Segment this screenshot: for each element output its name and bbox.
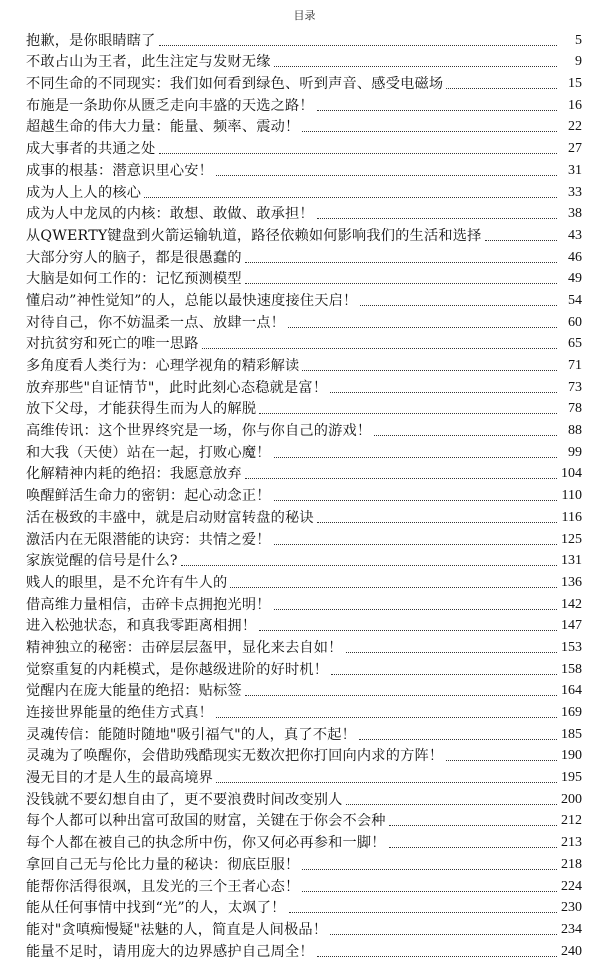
toc-page-number: 65 [568,336,582,352]
toc-entry-title: 放弃那些"自证情节"，此时此刻心态稳就是富！ [26,379,328,396]
toc-entry-title: 高维传讯：这个世界终究是一场，你与你自己的游戏！ [26,423,372,440]
toc-entry-title: 大脑是如何工作的：记忆预测模型 [26,271,242,288]
toc-entry[interactable] [26,918,582,940]
toc-entry[interactable] [26,680,582,702]
toc-dot-leader [216,174,557,176]
toc-entry[interactable] [26,289,582,311]
toc-page-number: 195 [561,770,582,786]
toc-entry[interactable] [26,788,582,810]
toc-dot-leader [181,564,557,566]
toc-entry[interactable] [26,723,582,745]
toc-dot-leader [259,629,557,631]
toc-page-number: 38 [568,206,582,222]
toc-dot-leader [330,391,557,393]
toc-entry[interactable] [26,203,582,225]
toc-entry[interactable] [26,246,582,268]
toc-dot-leader [245,477,557,479]
toc-entry[interactable] [26,51,582,73]
toc-page-number: 5 [575,32,582,48]
toc-page-number: 158 [561,661,582,677]
toc-dot-leader [302,868,557,870]
toc-dot-leader [302,369,557,371]
toc-entry-title: 对抗贫穷和死亡的唯一思路 [26,336,199,353]
toc-entry[interactable] [26,593,582,615]
toc-entry[interactable] [26,615,582,637]
toc-entry-title: 灵魂传信：能随时随地"吸引福气"的人，真了不起！ [26,726,356,743]
toc-dot-leader [274,543,557,545]
toc-entry[interactable] [26,398,582,420]
toc-page-number: 200 [561,791,582,807]
toc-entry[interactable] [26,940,582,962]
toc-entry-title: 成事的根基：潜意识里心安！ [26,162,214,179]
toc-dot-leader [446,87,557,89]
toc-page-number: 22 [568,119,582,135]
toc-page-number: 213 [561,835,582,851]
toc-entry[interactable] [26,463,582,485]
toc-entry-title: 能帮你活得很飒，且发光的三个王者心态！ [26,878,300,895]
toc-entry-title: 觉察重复的内耗模式，是你越级进阶的好时机！ [26,661,329,678]
toc-entry[interactable] [26,94,582,116]
toc-page-number: 46 [568,249,582,265]
toc-page-number: 104 [561,466,582,482]
toc-page-number: 16 [568,97,582,113]
toc-entry-title: 不敢占山为王者，此生注定与发财无缘 [26,54,271,71]
toc-entry[interactable] [26,571,582,593]
toc-entry[interactable] [26,181,582,203]
toc-entry-title: 能量不足时，请用庞大的边界感护自己周全！ [26,943,314,960]
toc-dot-leader [346,651,557,653]
toc-page-number: 218 [561,856,582,872]
toc-dot-leader [144,196,557,198]
toc-page-number: 71 [568,358,582,373]
toc-dot-leader [317,955,557,957]
toc-dot-leader [245,694,557,696]
toc-list [26,29,582,962]
toc-entry-title: 每个人都可以种出富可敌国的财富，关键在于你会不会种 [26,813,386,830]
toc-dot-leader [259,412,557,414]
toc-heading: 目录 [293,9,316,22]
toc-page-number: 240 [561,943,582,959]
toc-entry-title: 放下父母，才能获得生而为人的解脱 [26,401,257,418]
toc-page-number: 131 [561,553,582,569]
toc-page-number: 31 [568,162,582,178]
toc-entry-title: 能从任何事情中找到“光”的人，太飒了！ [26,900,286,917]
toc-dot-leader [289,911,558,913]
toc-page-number: 147 [561,618,582,634]
toc-page-number: 169 [561,705,582,720]
toc-entry-title: 从QWERTY键盘到火箭运输轨道，路径依赖如何影响我们的生活和选择 [26,227,482,244]
toc-page-number: 125 [561,531,582,547]
toc-entry[interactable] [26,701,582,723]
toc-page-number: 185 [561,726,582,742]
toc-entry-title: 不同生命的不同现实：我们如何看到绿色、听到声音、感受电磁场 [26,76,444,93]
toc-page-number: 116 [561,509,582,525]
toc-entry[interactable] [26,333,582,355]
toc-entry[interactable] [26,897,582,919]
toc-dot-leader [230,586,557,588]
toc-entry[interactable] [26,636,582,658]
toc-entry[interactable] [26,550,582,572]
toc-page-number: 54 [568,292,582,308]
toc-page-number: 142 [561,596,582,612]
toc-entry-title: 超越生命的伟大力量：能量、频率、震动！ [26,119,300,136]
toc-entry-title: 唤醒鲜活生命力的密钥：起心动念正！ [26,488,271,505]
toc-entry-title: 对待自己，你不妨温柔一点、放肆一点！ [26,314,285,331]
toc-entry-title: 抱歉，是你眼睛瞎了 [26,32,156,49]
toc-dot-leader [216,716,557,718]
toc-entry[interactable] [26,484,582,506]
toc-dot-leader [317,109,557,111]
toc-entry[interactable] [26,376,582,398]
toc-dot-leader [288,326,557,328]
toc-dot-leader [216,781,557,783]
toc-page-number: 234 [561,921,582,937]
toc-page-number: 78 [568,401,582,417]
toc-dot-leader [446,759,557,761]
toc-entry-title: 激活内在无限潜能的诀窍：共情之爱！ [26,531,271,548]
toc-entry[interactable] [26,29,582,51]
toc-entry[interactable] [26,766,582,788]
toc-dot-leader [202,347,557,349]
toc-entry[interactable] [26,268,582,290]
toc-entry[interactable] [26,159,582,181]
toc-dot-leader [159,152,558,154]
toc-dot-leader [302,130,557,132]
toc-dot-leader [389,846,557,848]
toc-entry-title: 家族觉醒的信号是什么? [26,553,178,570]
toc-entry-title: 进入松弛状态，和真我零距离相拥！ [26,618,257,635]
toc-dot-leader [331,673,557,675]
toc-entry-title: 精神独立的秘密：击碎层层盔甲，显化来去自如！ [26,639,343,656]
toc-entry-title: 活在极致的丰盛中，就是启动财富转盘的秘诀 [26,509,314,526]
toc-entry-title: 贱人的眼里，是不允许有牛人的 [26,574,228,591]
toc-page-number: 190 [561,748,582,764]
toc-entry-title: 没钱就不要幻想自由了，更不要浪费时间改变别人 [26,791,343,808]
toc-dot-leader [274,65,557,67]
toc-entry[interactable] [26,137,582,159]
toc-entry-title: 觉醒内在庞大能量的绝招：贴标签 [26,683,242,700]
toc-entry[interactable] [26,528,582,550]
toc-dot-leader [485,239,558,241]
toc-page-number: 33 [568,184,582,200]
toc-page-number: 27 [568,141,582,157]
toc-page-number: 110 [561,488,582,504]
toc-entry-title: 布施是一条助你从匮乏走向丰盛的天选之路！ [26,97,314,114]
toc-dot-leader [159,44,558,46]
toc-dot-leader [274,608,557,610]
toc-entry[interactable] [26,875,582,897]
toc-page-number: 73 [568,379,582,395]
toc-page-number: 224 [561,878,582,894]
toc-entry[interactable] [26,224,582,246]
toc-entry[interactable] [26,116,582,138]
toc-dot-leader [317,217,557,219]
toc-page-number: 49 [568,271,582,287]
toc-entry-title: 化解精神内耗的绝招：我愿意放弃 [26,466,242,483]
toc-entry-title: 成为人上人的核心 [26,184,142,201]
toc-page-number: 136 [561,574,582,590]
toc-entry[interactable] [26,745,582,767]
toc-entry[interactable] [26,658,582,680]
toc-page-number: 60 [568,314,582,330]
toc-dot-leader [317,521,557,523]
toc-dot-leader [274,456,557,458]
toc-entry-title: 能对"贪嗔痴慢疑"祛魅的人，简直是人间极品！ [26,921,328,938]
toc-entry-title: 拿回自己无与伦比力量的秘诀：彻底臣服！ [26,856,300,873]
toc-dot-leader [374,434,557,436]
toc-dot-leader [389,824,557,826]
toc-dot-leader [346,803,557,805]
toc-entry[interactable] [26,506,582,528]
toc-entry[interactable] [26,831,582,853]
toc-entry[interactable] [26,354,582,376]
toc-entry-title: 懂启动”神性觉知”的人，总能以最快速度接住天启！ [26,292,358,309]
toc-page-number: 99 [568,444,582,460]
toc-entry[interactable] [26,72,582,94]
toc-entry-title: 成为人中龙凤的内核：敢想、敢做、敢承担！ [26,206,314,223]
toc-page-number: 88 [568,423,582,439]
toc-dot-leader [245,282,557,284]
toc-page-number: 164 [561,683,582,699]
toc-dot-leader [359,738,557,740]
toc-entry[interactable] [26,441,582,463]
toc-page-number: 153 [561,639,582,655]
toc-entry[interactable] [26,853,582,875]
toc-entry-title: 借高维力量相信，击碎卡点拥抱光明！ [26,596,271,613]
toc-entry-title: 多角度看人类行为：心理学视角的精彩解读 [26,358,300,374]
toc-entry[interactable] [26,419,582,441]
toc-entry-title: 大部分穷人的脑子，都是很愚蠢的 [26,249,242,266]
toc-page-number: 9 [575,54,582,70]
toc-entry-title: 连接世界能量的绝佳方式真！ [26,705,214,721]
toc-entry[interactable] [26,311,582,333]
toc-dot-leader [245,261,557,263]
toc-entry-title: 和大我（天使）站在一起，打败心魔！ [26,444,271,461]
toc-page-number: 212 [561,813,582,829]
toc-entry-title: 每个人都在被自己的执念所中伤，你又何必再参和一脚！ [26,835,386,852]
toc-dot-leader [274,499,557,501]
toc-page-number: 15 [568,76,582,92]
toc-entry-title: 成大事者的共通之处 [26,141,156,158]
toc-page-number: 43 [568,227,582,243]
toc-dot-leader [302,890,557,892]
toc-entry-title: 灵魂为了唤醒你，会借助残酷现实无数次把你打回向内求的方阵！ [26,748,444,765]
toc-page-number: 230 [561,900,582,916]
toc-entry-title: 漫无目的才是人生的最高境界 [26,770,214,787]
toc-entry[interactable] [26,810,582,832]
toc-dot-leader [360,304,557,306]
